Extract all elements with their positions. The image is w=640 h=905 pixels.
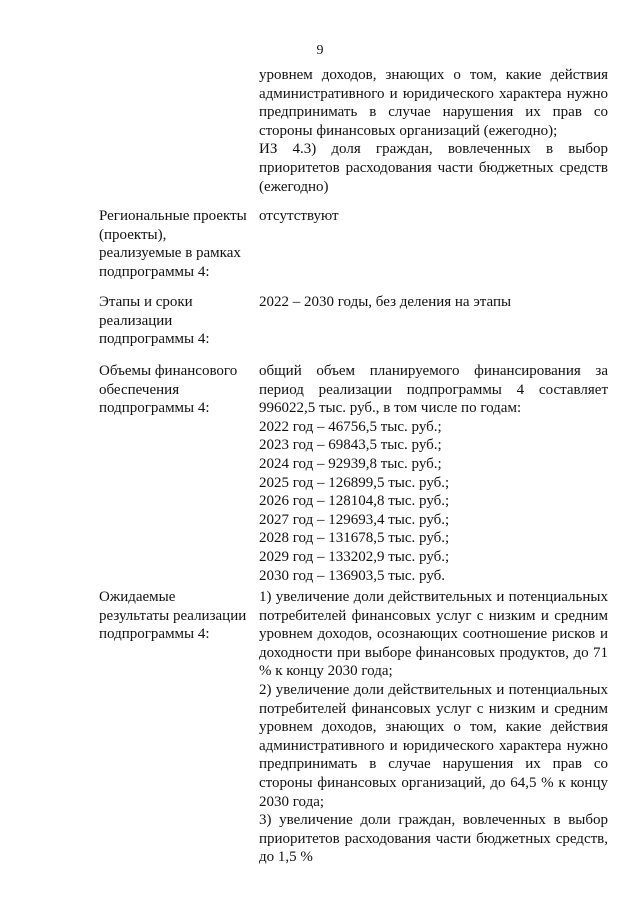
- page-number: 9: [316, 43, 324, 58]
- indicator-4-2-tail: уровнем доходов, знающих о том, какие действия административного и юридического характера нужно предпринимать в случае нарушения их прав со стороны финансовых организаций (ежегодно);: [259, 67, 608, 139]
- expected-result-3: 3) увеличение доли граждан, вовлеченных в выбор приоритетов расходования части бюджетных средств, до 1,5 %: [259, 812, 608, 866]
- financing-year-item: 2028 год – 131678,5 тыс. руб.;: [259, 530, 450, 547]
- expected-results-label: Ожидаемые результаты реализации подпрограммы 4:: [99, 589, 247, 643]
- financing-year-item: 2029 год – 133202,9 тыс. руб.;: [259, 548, 450, 565]
- indicators-continuation: [259, 66, 608, 196]
- regional-projects-text: отсутствуют: [259, 208, 339, 224]
- financing-year-item: 2024 год – 92939,8 тыс. руб.;: [259, 455, 442, 472]
- financing-label: Объемы финансового обеспечения подпрограммы 4:: [99, 363, 238, 417]
- financing-year-item: 2026 год – 128104,8 тыс. руб.;: [259, 493, 450, 510]
- expected-results-value: [259, 588, 608, 867]
- financing-year-item: 2030 год – 136903,5 тыс. руб.: [259, 567, 446, 584]
- indicator-4-3: ИЗ 4.3) доля граждан, вовлеченных в выбор приоритетов расходования части бюджетных средств (ежегодно): [259, 141, 608, 195]
- expected-result-1: 1) увеличение доли действительных и потенциальных потребителей финансовых услуг с низким и средним уровнем доходов, осознающих соотношение рисков и доходности при выборе финансовых продуктов, до 71 % к концу 2030 года;: [259, 589, 608, 680]
- financing-year-item: 2025 год – 126899,5 тыс. руб.;: [259, 474, 450, 491]
- stages-value: [259, 293, 608, 312]
- stages-label: Этапы и сроки реализации подпрограммы 4:: [99, 294, 210, 348]
- regional-projects-label: Региональные проекты (проекты), реализуемые в рамках подпрограммы 4:: [99, 208, 247, 280]
- financing-year-item: 2023 год – 69843,5 тыс. руб.;: [259, 437, 442, 454]
- expected-result-2: 2) увеличение доли действительных и потенциальных потребителей финансовых услуг с низким и средним уровнем доходов, знающих о том, какие действия административного и юридического характера нужно предпринимать в случае нарушения их прав со стороны финансовых организаций, до 64,5 % к концу 2030 года;: [259, 681, 608, 810]
- financing-intro: общий объем планируемого финансирования за период реализации подпрограммы 4 составляет 996022,5 тыс. руб., в том числе по годам:: [259, 363, 608, 417]
- financing-years-list: [259, 418, 608, 585]
- stages-text: 2022 – 2030 годы, без деления на этапы: [259, 294, 512, 310]
- financing-year-item: 2027 год – 129693,4 тыс. руб.;: [259, 511, 450, 528]
- financing-year-item: 2022 год – 46756,5 тыс. руб.;: [259, 418, 442, 435]
- regional-projects-value: [259, 207, 608, 226]
- financing-value: [259, 362, 608, 585]
